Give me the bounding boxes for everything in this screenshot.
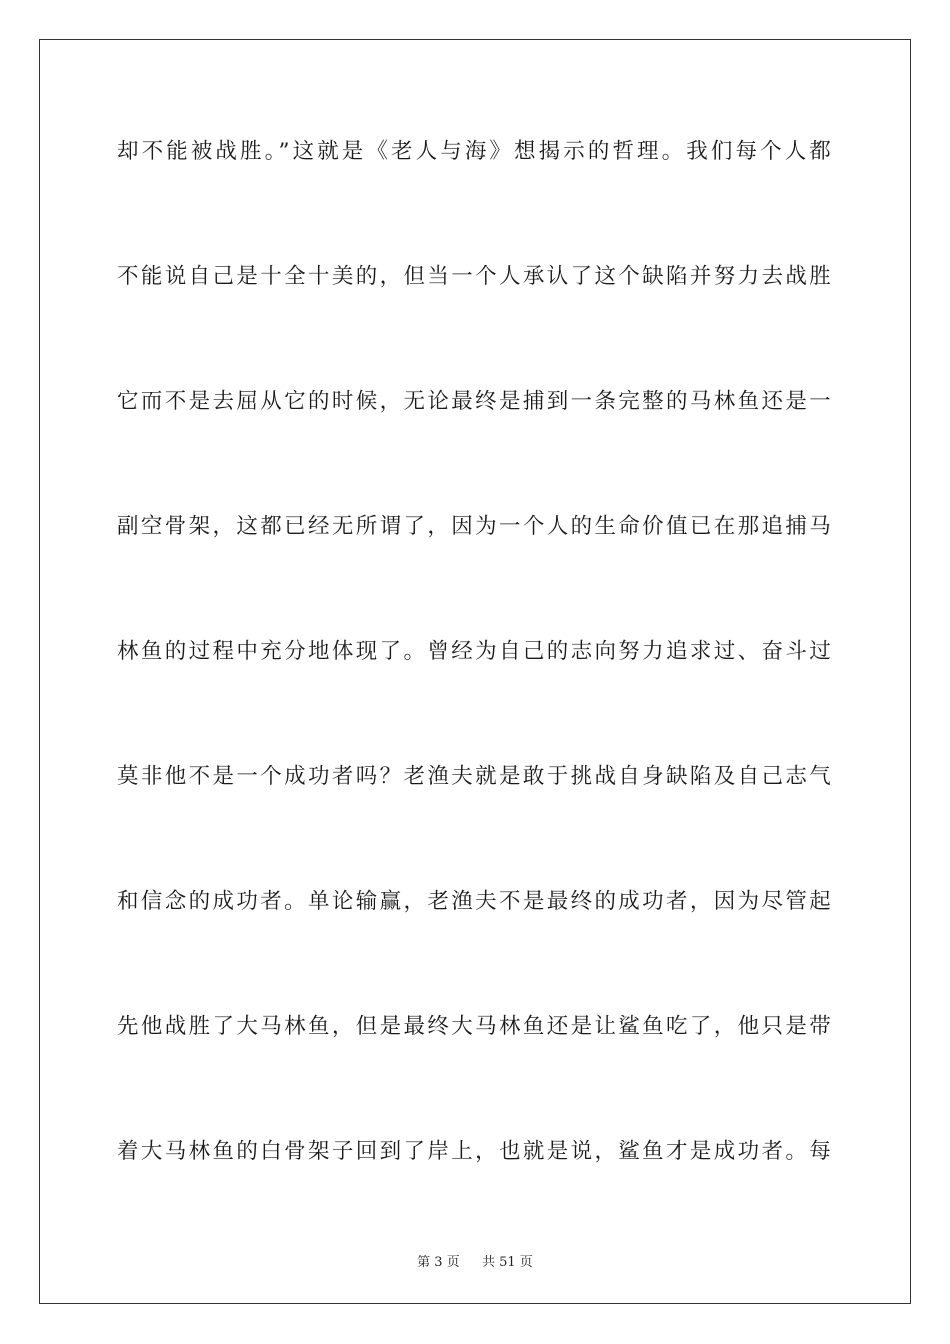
text-line: 却不能被战胜。”这就是《老人与海》想揭示的哲理。我们每个人都 xyxy=(117,139,833,164)
total-pages: 共 51 页 xyxy=(482,1255,533,1270)
document-body xyxy=(117,128,833,1253)
text-line: 和信念的成功者。单论输赢，老渔夫不是最终的成功者，因为尽管起 xyxy=(117,889,833,914)
text-line: 着大马林鱼的白骨架子回到了岸上，也就是说，鲨鱼才是成功者。每 xyxy=(117,1139,833,1164)
text-line: 副空骨架，这都已经无所谓了，因为一个人的生命价值已在那追捕马 xyxy=(117,514,833,539)
text-line: 不能说自己是十全十美的，但当一个人承认了这个缺陷并努力去战胜 xyxy=(117,264,833,289)
text-line: 林鱼的过程中充分地体现了。曾经为自己的志向努力追求过、奋斗过 xyxy=(117,639,833,664)
page-number: 第 3 页 xyxy=(417,1255,460,1270)
text-line: 先他战胜了大马林鱼，但是最终大马林鱼还是让鲨鱼吃了，他只是带 xyxy=(117,1014,833,1039)
text-line: 莫非他不是一个成功者吗？老渔夫就是敢于挑战自身缺陷及自己志气 xyxy=(117,764,833,789)
page-footer xyxy=(0,1251,950,1270)
text-line: 它而不是去屈从它的时候，无论最终是捕到一条完整的马林鱼还是一 xyxy=(117,389,833,414)
